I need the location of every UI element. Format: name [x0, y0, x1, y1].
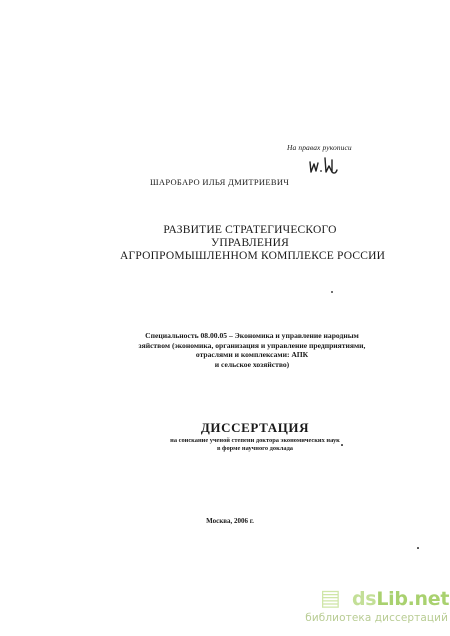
handwritten-signature [306, 152, 346, 178]
specialty-line: и сельское хозяйство) [214, 359, 290, 369]
specialty-block [132, 331, 372, 369]
specialty-line: отраслями и комплексами: АПК [195, 350, 309, 360]
degree-line: в форме научного доклада [217, 445, 293, 453]
title-line: АГРОПРОМЫШЛЕННОМ КОМПЛЕКСЕ РОССИИ [120, 250, 386, 262]
specialty-line: Специальность 08.00.05 – Экономика и управление народным [145, 331, 359, 340]
title-line: УПРАВЛЕНИЯ [210, 237, 289, 249]
book-icon: ▤ [320, 586, 341, 611]
dissertation-title [120, 224, 386, 263]
watermark-logo [352, 588, 449, 610]
scan-speck [331, 291, 333, 293]
logo-part-ds: ds [352, 588, 377, 610]
author-name: ШАРОБАРО ИЛЬЯ ДМИТРИЕВИЧ [150, 177, 290, 187]
rights-note: На правах рукописи [287, 143, 352, 152]
logo-part-lib: Lib.net [376, 588, 450, 610]
scan-speck [417, 547, 419, 549]
title-line: РАЗВИТИЕ СТРАТЕГИЧЕСКОГО [163, 224, 337, 236]
degree-line: на соискание ученой степени доктора экономических наук [170, 437, 340, 444]
specialty-line: зяйством (экономика, организация и управление предприятиями, [138, 340, 366, 350]
degree-statement [120, 437, 390, 454]
place-and-year: Москва, 2006 г. [206, 517, 254, 525]
watermark-caption: библиотека диссертаций [305, 612, 448, 624]
scan-speck [341, 444, 343, 446]
dslib-watermark [305, 586, 450, 634]
work-type-heading: ДИССЕРТАЦИЯ [200, 420, 310, 435]
